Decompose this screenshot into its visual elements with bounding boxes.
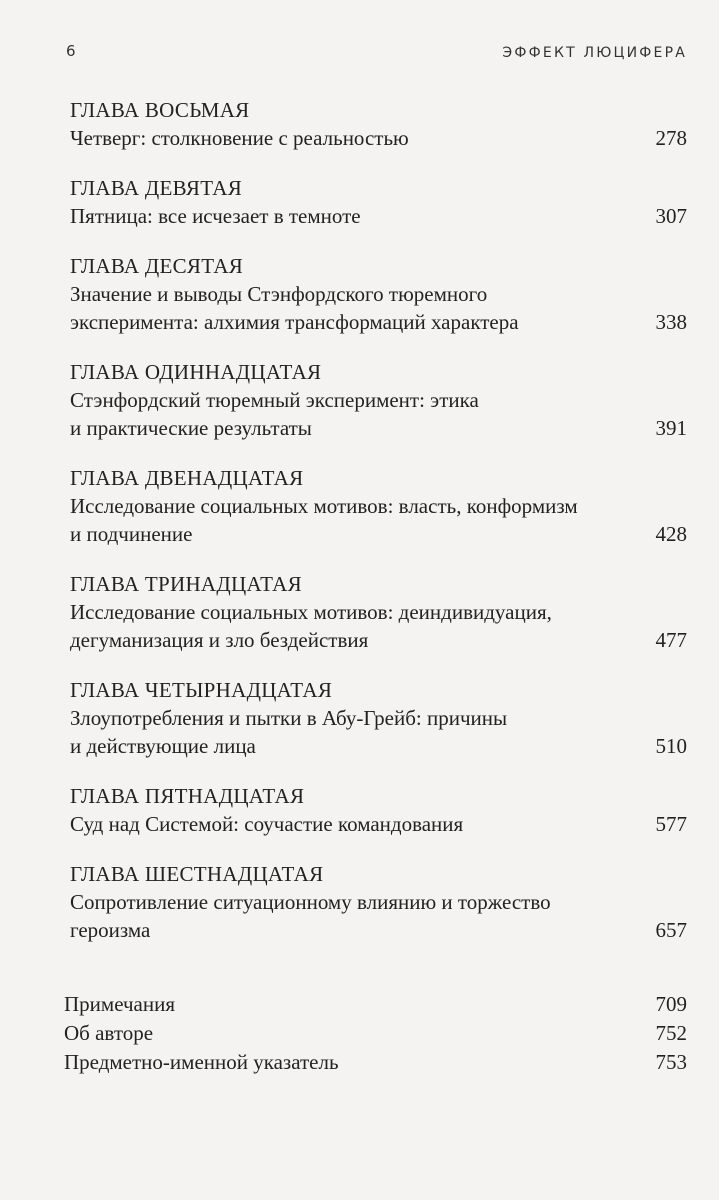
backmatter-label: Примечания — [64, 992, 176, 1016]
backmatter-item-index — [64, 1048, 687, 1076]
backmatter-label: Предметно-именной указатель — [64, 1050, 339, 1074]
chapter-label: ГЛАВА ДВЕНАДЦАТАЯ — [70, 466, 304, 490]
chapter-title: Исследование социальных мотивов: власть, конформизм и подчинение — [70, 494, 578, 546]
chapter-page-number: 391 — [655, 416, 687, 440]
toc-entry-chapter-16 — [70, 860, 687, 944]
table-of-contents — [70, 96, 687, 966]
chapter-title: Четверг: столкновение с реальностью — [70, 126, 409, 150]
toc-entry-chapter-9 — [70, 174, 687, 230]
backmatter-list — [64, 990, 687, 1077]
page-number: 6 — [66, 42, 76, 60]
chapter-body — [70, 386, 687, 442]
chapter-label: ГЛАВА ВОСЬМАЯ — [70, 98, 250, 122]
chapter-page-number: 307 — [655, 204, 687, 228]
chapter-page-number: 577 — [655, 812, 687, 836]
toc-entry-chapter-12 — [70, 464, 687, 548]
chapter-label: ГЛАВА ДЕСЯТАЯ — [70, 254, 244, 278]
chapter-body — [70, 124, 687, 152]
chapter-page-number: 428 — [655, 522, 687, 546]
toc-entry-chapter-14 — [70, 676, 687, 760]
running-head — [64, 40, 687, 70]
backmatter-label: Об авторе — [64, 1021, 154, 1045]
backmatter-page-number: 752 — [655, 1021, 687, 1045]
chapter-label: ГЛАВА ДЕВЯТАЯ — [70, 176, 243, 200]
backmatter-item-about-author — [64, 1019, 687, 1047]
chapter-title: Суд над Системой: соучастие командования — [70, 812, 464, 836]
chapter-body — [70, 202, 687, 230]
chapter-body — [70, 280, 687, 336]
toc-entry-chapter-13 — [70, 570, 687, 654]
chapter-label: ГЛАВА ПЯТНАДЦАТАЯ — [70, 784, 305, 808]
chapter-page-number: 338 — [655, 310, 687, 334]
toc-entry-chapter-15 — [70, 782, 687, 838]
chapter-page-number: 657 — [655, 918, 687, 942]
chapter-label: ГЛАВА ТРИНАДЦАТАЯ — [70, 572, 302, 596]
chapter-label: ГЛАВА ШЕСТНАДЦАТАЯ — [70, 862, 324, 886]
chapter-label: ГЛАВА ОДИННАДЦАТАЯ — [70, 360, 322, 384]
chapter-page-number: 510 — [655, 734, 687, 758]
chapter-body — [70, 598, 687, 654]
chapter-page-number: 477 — [655, 628, 687, 652]
chapter-title: Значение и выводы Стэнфордского тюремного эксперимента: алхимия трансформаций характера — [70, 282, 519, 334]
book-title: ЭФФЕКТ ЛЮЦИФЕРА — [502, 45, 687, 61]
chapter-body — [70, 888, 687, 944]
toc-entry-chapter-10 — [70, 252, 687, 336]
toc-entry-chapter-11 — [70, 358, 687, 442]
backmatter-page-number: 709 — [655, 992, 687, 1016]
chapter-title: Сопротивление ситуационному влиянию и торжество героизма — [70, 890, 551, 942]
chapter-title: Пятница: все исчезает в темноте — [70, 204, 361, 228]
backmatter-page-number: 753 — [655, 1050, 687, 1074]
chapter-body — [70, 704, 687, 760]
chapter-title: Стэнфордский тюремный эксперимент: этика и практические результаты — [70, 388, 479, 440]
chapter-title: Исследование социальных мотивов: деиндивидуация, дегуманизация и зло бездействия — [70, 600, 552, 652]
toc-entry-chapter-8 — [70, 96, 687, 152]
backmatter-item-notes — [64, 990, 687, 1018]
chapter-page-number: 278 — [655, 126, 687, 150]
chapter-label: ГЛАВА ЧЕТЫРНАДЦАТАЯ — [70, 678, 333, 702]
chapter-body — [70, 810, 687, 838]
chapter-title: Злоупотребления и пытки в Абу-Грейб: причины и действующие лица — [70, 706, 508, 758]
chapter-body — [70, 492, 687, 548]
